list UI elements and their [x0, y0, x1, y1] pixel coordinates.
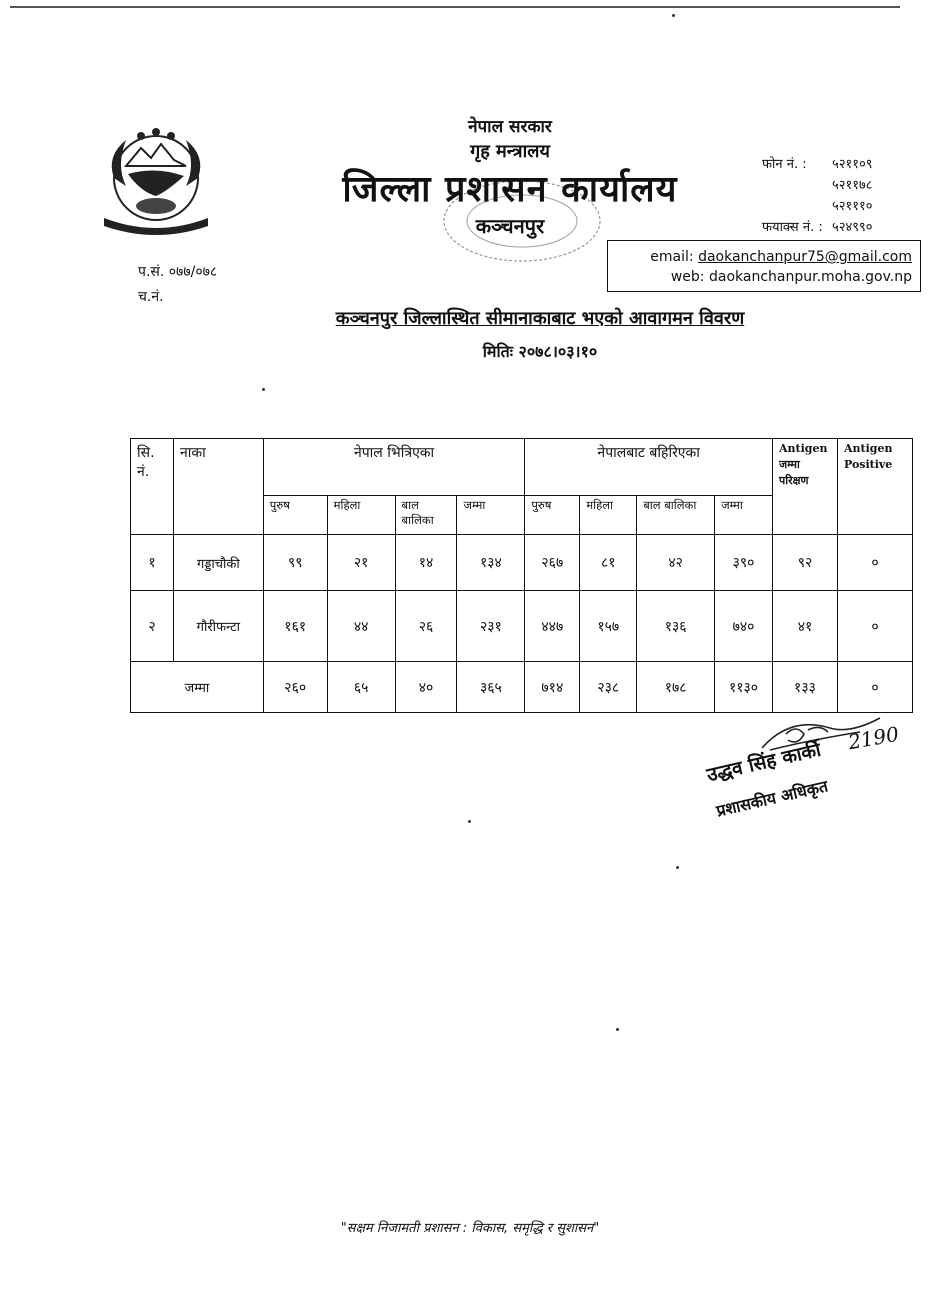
scan-speck	[676, 866, 679, 869]
web-label: web:	[670, 269, 705, 285]
border-movement-table	[130, 438, 913, 713]
cell-in-female: ४४	[327, 591, 395, 662]
letterhead	[300, 112, 720, 239]
header-sn: सि. नं.	[131, 439, 174, 535]
phone-label: फोन नं. :	[762, 157, 807, 172]
cell-out-children: ४२	[637, 535, 715, 591]
cell-in-total: १३४	[457, 535, 525, 591]
cell-out-total: ३९०	[715, 535, 773, 591]
cell-out-female: १५७	[580, 591, 637, 662]
cell-in-male: २६०	[263, 662, 327, 713]
cell-in-children: २६	[395, 591, 457, 662]
phone-number: ५२११०९	[832, 157, 873, 172]
phone-number: ५२१११०	[832, 199, 873, 214]
cell-in-children: १४	[395, 535, 457, 591]
contact-box	[607, 240, 921, 292]
cell-out-female: ८१	[580, 535, 637, 591]
cell-positive: ०	[837, 662, 912, 713]
table-total-row	[131, 662, 913, 713]
cell-antigen: १३३	[772, 662, 837, 713]
cell-in-total: २३१	[457, 591, 525, 662]
subheader-male: पुरुष	[263, 496, 327, 535]
cell-out-male: ४४७	[525, 591, 580, 662]
government-name: नेपाल सरकार	[468, 117, 552, 137]
fax-label: फयाक्स नं. :	[762, 220, 823, 235]
signatory-title: प्रशासकीय अधिकृत	[714, 776, 830, 821]
cell-positive: ०	[837, 591, 912, 662]
cell-in-total: ३६५	[457, 662, 525, 713]
cell-sn: १	[131, 535, 174, 591]
cell-in-children: ४०	[395, 662, 457, 713]
cell-antigen: ९२	[772, 535, 837, 591]
cell-out-total: ११३०	[715, 662, 773, 713]
header-antigen-positive: Antigen Positive	[837, 439, 912, 535]
scan-speck	[262, 388, 265, 391]
footer-motto: "सक्षम निजामती प्रशासन : विकास, समृद्धि र सुशासन"	[340, 1221, 600, 1236]
cell-antigen: ४१	[772, 591, 837, 662]
web-link[interactable]: daokanchanpur.moha.gov.np	[708, 269, 912, 285]
cell-in-male: ९९	[263, 535, 327, 591]
cell-sn: २	[131, 591, 174, 662]
dispatch-number: च.नं.	[138, 289, 164, 305]
fiscal-year-ref: प.सं. ०७७/०७८	[138, 264, 218, 280]
nepal-emblem-logo	[96, 126, 216, 238]
signatory-name: उद्धव सिंह कार्की	[704, 738, 823, 787]
email-label: email:	[650, 249, 694, 265]
table-header-row	[131, 439, 913, 496]
district-name: कञ्चनपुर	[475, 214, 545, 238]
header-naka: नाका	[173, 439, 263, 535]
fax-number: ५२४९९०	[832, 220, 873, 235]
subheader-total: जम्मा	[457, 496, 525, 535]
table-row	[131, 591, 913, 662]
cell-out-male: ७१४	[525, 662, 580, 713]
document-title	[250, 306, 830, 330]
document-title-text: कञ्चनपुर जिल्लास्थित सीमानाकाबाट भएको आवागमन विवरण	[335, 308, 745, 329]
phone-number: ५२११७८	[832, 178, 873, 193]
cell-in-female: २१	[327, 535, 395, 591]
office-name: जिल्ला प्रशासन कार्यालय	[342, 169, 678, 210]
email-link[interactable]: daokanchanpur75@gmail.com	[698, 249, 912, 265]
scan-speck	[672, 14, 675, 17]
cell-naka: गौरीफन्टा	[173, 591, 263, 662]
cell-in-male: १६१	[263, 591, 327, 662]
header-entered: नेपाल भित्रिएका	[263, 439, 525, 496]
reference-block	[138, 260, 217, 310]
subheader-total: जम्मा	[715, 496, 773, 535]
top-border-line	[10, 6, 900, 8]
table-row	[131, 535, 913, 591]
header-exited: नेपालबाट बहिरिएका	[525, 439, 773, 496]
cell-positive: ०	[837, 535, 912, 591]
cell-out-female: २३८	[580, 662, 637, 713]
cell-total-label: जम्मा	[131, 662, 264, 713]
cell-in-female: ६५	[327, 662, 395, 713]
subheader-male: पुरुष	[525, 496, 580, 535]
subheader-female: महिला	[580, 496, 637, 535]
subheader-female: महिला	[327, 496, 395, 535]
scan-speck	[468, 820, 471, 823]
header-antigen-total: Antigen जम्मा परिक्षण	[772, 439, 837, 535]
cell-naka: गड्डाचौकी	[173, 535, 263, 591]
signature-date: 2190	[846, 721, 901, 755]
ministry-name: गृह मन्त्रालय	[470, 141, 550, 162]
cell-out-children: १७८	[637, 662, 715, 713]
subheader-children: बाल बालिका	[395, 496, 457, 535]
cell-out-male: २६७	[525, 535, 580, 591]
cell-out-total: ७४०	[715, 591, 773, 662]
document-date: मितिः २०७८।०३।१०	[482, 342, 598, 361]
phone-block	[762, 154, 873, 238]
scan-speck	[616, 1028, 619, 1031]
subheader-children: बाल बालिका	[637, 496, 715, 535]
cell-out-children: १३६	[637, 591, 715, 662]
